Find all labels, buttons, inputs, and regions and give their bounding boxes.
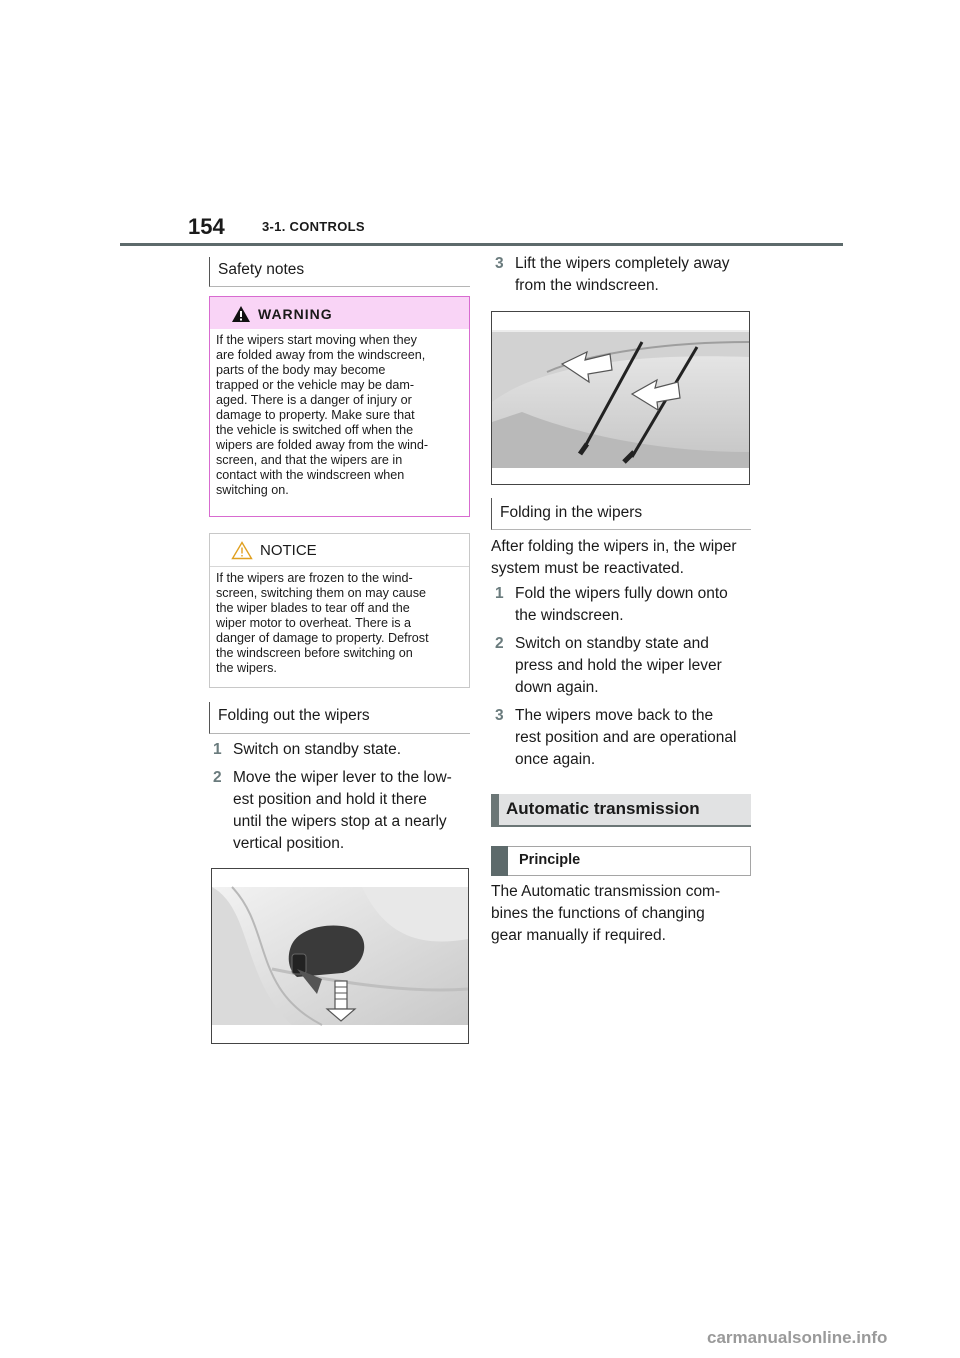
warning-triangle-icon — [231, 305, 251, 323]
step-text: Lift the wipers completely away from the windscreen. — [515, 255, 730, 294]
warning-text: If the wipers start moving when they are folded away from the windscreen, parts of the body may become trapped or the vehicle may be dam- aged. There is a danger of injury or damage to property. Make sure that the vehicle is switched off when the wipers are folded away from the wind- screen, and that the wipers are in contact with the windscreen when switching on. — [216, 333, 429, 497]
step-text: Switch on standby state and press and hold the wiper lever down again. — [515, 635, 722, 696]
step-item — [495, 633, 755, 699]
wiper-windscreen-figure — [491, 311, 750, 485]
wiper-lever-figure — [211, 868, 469, 1044]
step-number: 3 — [495, 255, 504, 272]
warning-title: WARNING — [258, 306, 333, 322]
step-item — [213, 739, 473, 761]
step-text: The wipers move back to the rest position and are operational once again. — [515, 707, 737, 768]
principle-paragraph: The Automatic transmission com- bines the functions of changing gear manually if required. — [491, 883, 721, 944]
notice-header — [210, 534, 469, 567]
step-item — [495, 583, 755, 627]
notice-text: If the wipers are frozen to the wind- screen, switching them on may cause the wiper blades to tear off and the wiper motor to overheat. There is a danger of damage to property. Defrost the windscreen before switching on the wipers. — [216, 571, 429, 675]
principle-title: Principle — [519, 852, 581, 868]
step-number: 3 — [495, 707, 504, 724]
folding-in-heading: Folding in the wipers — [491, 498, 751, 530]
watermark: carmanualsonline.info — [707, 1328, 888, 1347]
step-text: Move the wiper lever to the low- est position and hold it there until the wipers stop at a nearly vertical position. — [233, 769, 452, 852]
chapter-title: 3-1. CONTROLS — [262, 219, 365, 234]
step-item — [213, 767, 473, 857]
warning-box — [209, 296, 470, 517]
notice-title: NOTICE — [260, 542, 317, 559]
step-item — [495, 253, 755, 297]
warning-header — [210, 297, 469, 329]
section-title-bar — [491, 794, 751, 827]
step-text: Fold the wipers fully down onto the windscreen. — [515, 585, 728, 624]
principle-heading — [491, 846, 751, 876]
step-number: 1 — [495, 585, 504, 602]
safety-notes-heading: Safety notes — [209, 257, 470, 287]
step-item — [495, 705, 755, 771]
section-title: Automatic transmission — [506, 799, 700, 818]
step-text: Switch on standby state. — [233, 741, 402, 758]
step-number: 2 — [495, 635, 504, 652]
after-folding-paragraph: After folding the wipers in, the wiper system must be reactivated. — [491, 538, 737, 577]
header-rule — [120, 243, 843, 246]
notice-triangle-icon — [231, 541, 253, 560]
folding-out-heading: Folding out the wipers — [209, 702, 470, 734]
page-number: 154 — [188, 214, 225, 239]
step-number: 1 — [213, 741, 222, 758]
notice-box — [209, 533, 470, 688]
step-number: 2 — [213, 769, 222, 786]
